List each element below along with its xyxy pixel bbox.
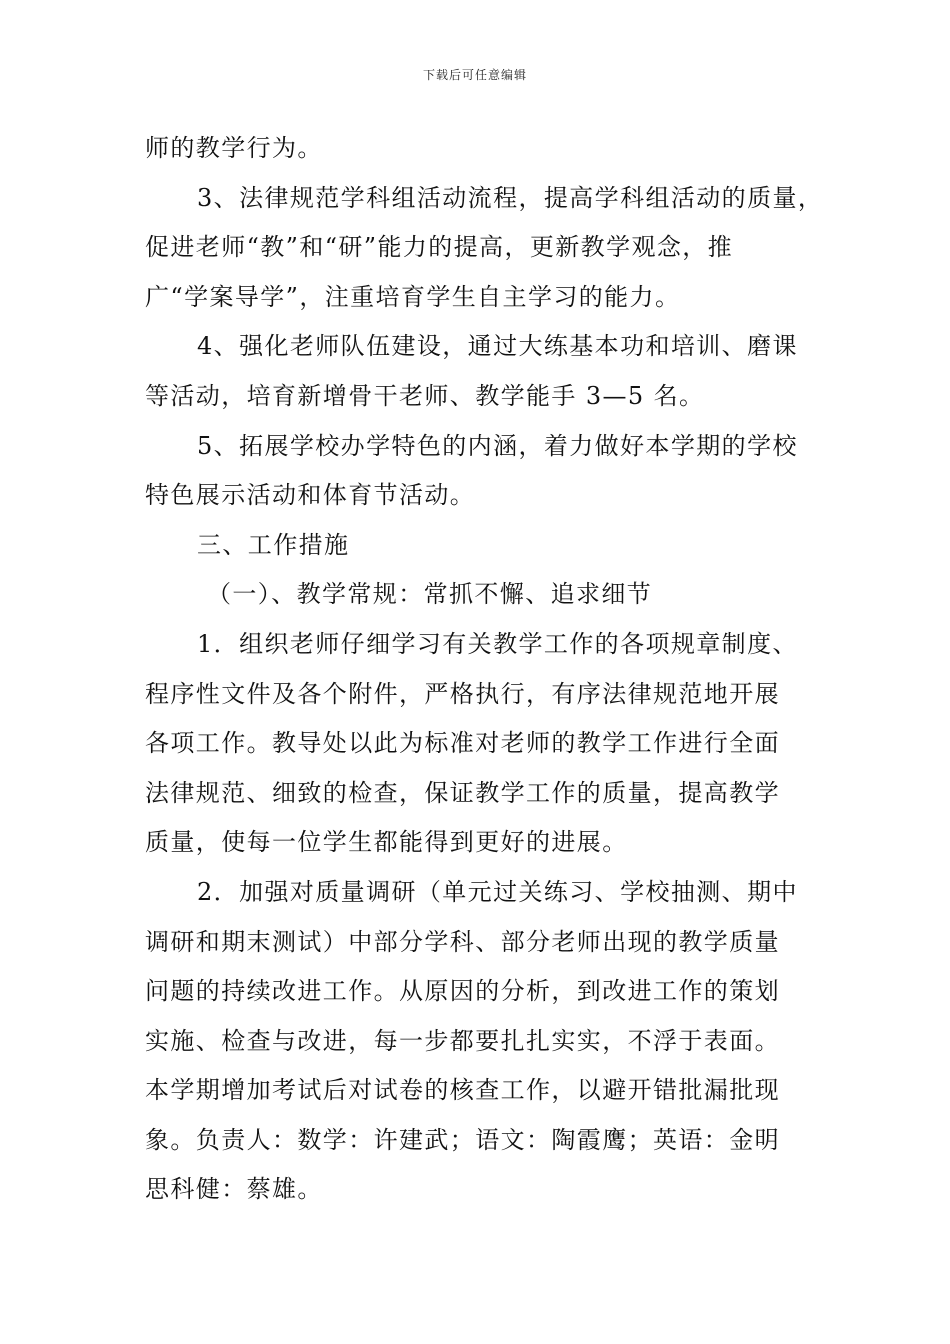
text-line: 师的教学行为。 <box>145 134 323 162</box>
text-line: 实施、检查与改进，每一步都要扎扎实实，不浮于表面。 <box>145 1026 780 1055</box>
text-line: 思科健：蔡雄。 <box>145 1175 323 1204</box>
text-line: 特色展示活动和体育节活动。 <box>145 481 476 510</box>
text-line: 等活动，培育新增骨干老师、教学能手 3—5 名。 <box>145 381 705 410</box>
text-line: 促进老师“教”和“研”能力的提高，更新教学观念，推 <box>145 233 734 262</box>
section-heading: 三、工作措施 <box>197 530 350 559</box>
text-line: 法律规范、细致的检查，保证教学工作的质量，提高教学 <box>145 778 780 807</box>
document-body <box>145 124 824 1215</box>
text-line: 质量，使每一位学生都能得到更好的进展。 <box>145 828 628 857</box>
text-line: 象。负责人：数学：许建武；语文：陶霞鹰；英语：金明 <box>145 1125 780 1154</box>
text-line: 4、强化老师队伍建设，通过大练基本功和培训、磨课 <box>197 332 798 361</box>
text-line: 调研和期末测试）中部分学科、部分老师出现的教学质量 <box>145 927 780 956</box>
text-line: 问题的持续改进工作。从原因的分析，到改进工作的策划 <box>145 977 780 1006</box>
text-line: 5、拓展学校办学特色的内涵，着力做好本学期的学校 <box>197 431 798 460</box>
text-line: 2．加强对质量调研（单元过关练习、学校抽测、期中 <box>197 877 798 906</box>
text-line: 程序性文件及各个附件，严格执行，有序法律规范地开展 <box>145 679 780 708</box>
text-line: 1．组织老师仔细学习有关教学工作的各项规章制度、 <box>197 629 798 658</box>
subsection-heading: （一）、教学常规：常抓不懈、追求细节 <box>207 580 653 609</box>
header-note: 下载后可任意编辑 <box>422 68 527 82</box>
text-line: 本学期增加考试后对试卷的核查工作，以避开错批漏批现 <box>145 1076 780 1105</box>
text-line: 广“学案导学”，注重培育学生自主学习的能力。 <box>145 282 681 311</box>
text-line: 各项工作。教导处以此为标准对老师的教学工作进行全面 <box>145 729 780 758</box>
text-line: 3、法律规范学科组活动流程，提高学科组活动的质量， <box>197 183 824 212</box>
